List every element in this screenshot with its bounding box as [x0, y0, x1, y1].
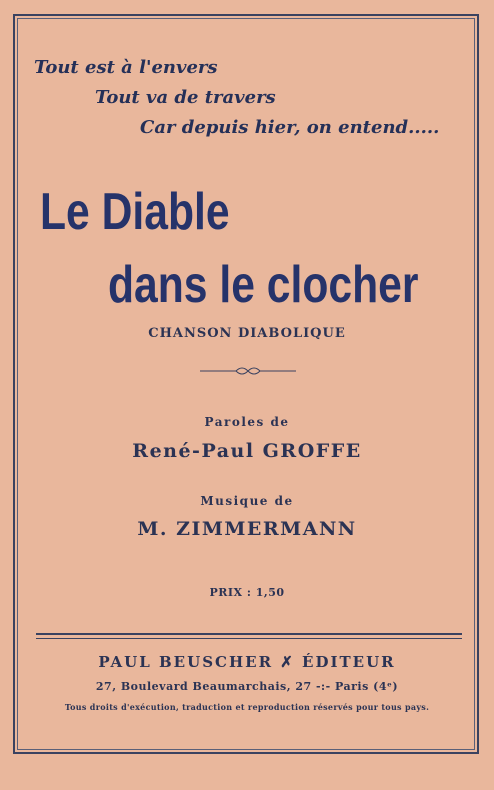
publisher-name: PAUL BEUSCHER ✗ ÉDITEUR — [98, 653, 396, 671]
verse-line-1: Tout est à l'envers — [34, 57, 218, 78]
verse-line-3: Car depuis hier, on entend..... — [140, 117, 440, 138]
divider-rule — [36, 633, 462, 635]
music-label: Musique de — [200, 494, 294, 508]
rights-notice: Tous droits d'exécution, traduction et reproduction réservés pour tous pays. — [64, 702, 430, 712]
ornament-divider — [200, 366, 296, 376]
publisher-address: 27, Boulevard Beaumarchais, 27 -:- Paris (4ᵉ) — [95, 680, 399, 693]
title-line-1: Le Diable — [40, 183, 230, 241]
composer-name: M. ZIMMERMANN — [137, 518, 357, 540]
subtitle: CHANSON DIABOLIQUE — [148, 326, 346, 341]
lyricist-name: René-Paul GROFFE — [132, 440, 362, 462]
divider-rule-thin — [36, 638, 462, 639]
lyrics-label: Paroles de — [204, 415, 290, 429]
price: PRIX : 1,50 — [209, 586, 285, 599]
title-line-2: dans le clocher — [108, 256, 419, 314]
verse-line-2: Tout va de travers — [95, 87, 276, 108]
